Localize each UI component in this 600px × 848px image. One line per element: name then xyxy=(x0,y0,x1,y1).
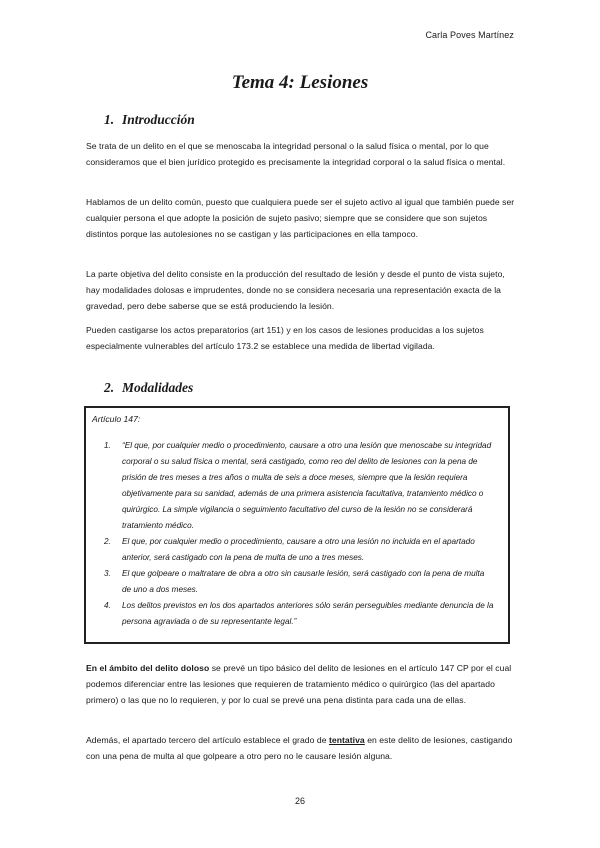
intro-paragraph-1: Se trata de un delito en el que se menoscaba la integridad personal o la salud física o mental, por lo que consideramos que el bien jurídico protegido es precisamente la integridad corporal o la salud física o mental. xyxy=(86,141,506,167)
section-number: 1. xyxy=(104,112,115,127)
article-item-number: 3. xyxy=(104,569,111,578)
intro-paragraph-2: Hablamos de un delito común, puesto que cualquiera puede ser el sujeto activo al igual que también puede ser cualquier persona el que adopte la posición de sujeto pasivo; siempre que se considere que son sujetos distintos porque las autolesiones no se castigan y las participaciones en ella tampoco. xyxy=(86,197,515,239)
modalidades-paragraph-2 xyxy=(86,732,518,764)
article-item-text: “El que, por cualquier medio o procedimiento, causare a otro una lesión que menoscabe su integridad corporal o su salud física o mental, será castigado, como reo del delito de lesiones con la pena de prisión de tres meses a tres años o multa de seis a doce meses, siempre que la lesión requiera objetivamente para su sanidad, además de una primera asistencia facultativa, tratamiento médico o quirúrgico. La simple vigilancia o seguimiento facultativo del curso de la lesión no se considerará tratamiento médico. xyxy=(122,441,492,530)
bold-term-delito-doloso: En el ámbito del delito doloso xyxy=(86,663,210,673)
article-item-number: 1. xyxy=(104,441,111,450)
section-heading-modalidades xyxy=(104,380,193,396)
intro-paragraph-4: Pueden castigarse los actos preparatorios (art 151) y en los casos de lesiones producidas a los sujetos especialmente vulnerables del artículo 173.2 se establece una medida de libertad vigilada. xyxy=(86,325,484,351)
page-number: 26 xyxy=(294,796,305,806)
article-item xyxy=(86,598,494,630)
article-item-text: El que golpeare o maltratare de obra a otro sin causarle lesión, será castigado con la pena de multa de uno a dos meses. xyxy=(122,569,485,594)
article-147-box xyxy=(84,406,510,644)
article-label: Artículo 147: xyxy=(92,414,141,424)
page-title: Tema 4: Lesiones xyxy=(231,72,369,93)
section-number: 2. xyxy=(104,380,115,395)
article-items-list xyxy=(86,438,494,630)
paragraph-text: en este delito de lesiones, castigando con una pena de multa al que golpeare a otro pero no le causare lesión alguna. xyxy=(86,735,513,761)
section-title: Modalidades xyxy=(122,380,194,395)
page-header-author: Carla Poves Martínez xyxy=(425,30,514,40)
modalidades-paragraph-1 xyxy=(86,660,518,708)
article-item-text: El que, por cualquier medio o procedimiento, causare a otro una lesión no incluida en el apartado anterior, será castigado con la pena de multa de uno a tres meses. xyxy=(122,537,475,562)
intro-paragraph-3: La parte objetiva del delito consiste en la producción del resultado de lesión y desde el punto de vista sujeto, hay modalidades dolosas e imprudentes, donde no se considera necesaria una representación exacta de la gravedad, pero debe saberse que se está produciendo la lesión. xyxy=(86,269,505,311)
article-item-text: Los delitos previstos en los dos apartados anteriores sólo serán perseguibles mediante denuncia de la persona agraviada o de su representante legal.” xyxy=(122,601,494,626)
article-item xyxy=(86,534,494,566)
article-item-number: 2. xyxy=(104,537,111,546)
paragraph-text: Además, el apartado tercero del artículo establece el grado de xyxy=(86,735,329,745)
article-item xyxy=(86,438,494,534)
paragraph-text: se prevé un tipo básico del delito de lesiones en el artículo 147 CP por el cual podemos diferenciar entre las lesiones que requieren de tratamiento médico o quirúrgico (las del apartado primero) o las que no lo requieren, y por lo cual se prevé una pena distinta para cada una de ellas. xyxy=(86,663,512,705)
section-heading-introduccion xyxy=(104,112,195,128)
article-item xyxy=(86,566,494,598)
section-title: Introducción xyxy=(122,112,195,127)
article-item-number: 4. xyxy=(104,601,111,610)
bold-term-tentativa: tentativa xyxy=(328,735,365,745)
